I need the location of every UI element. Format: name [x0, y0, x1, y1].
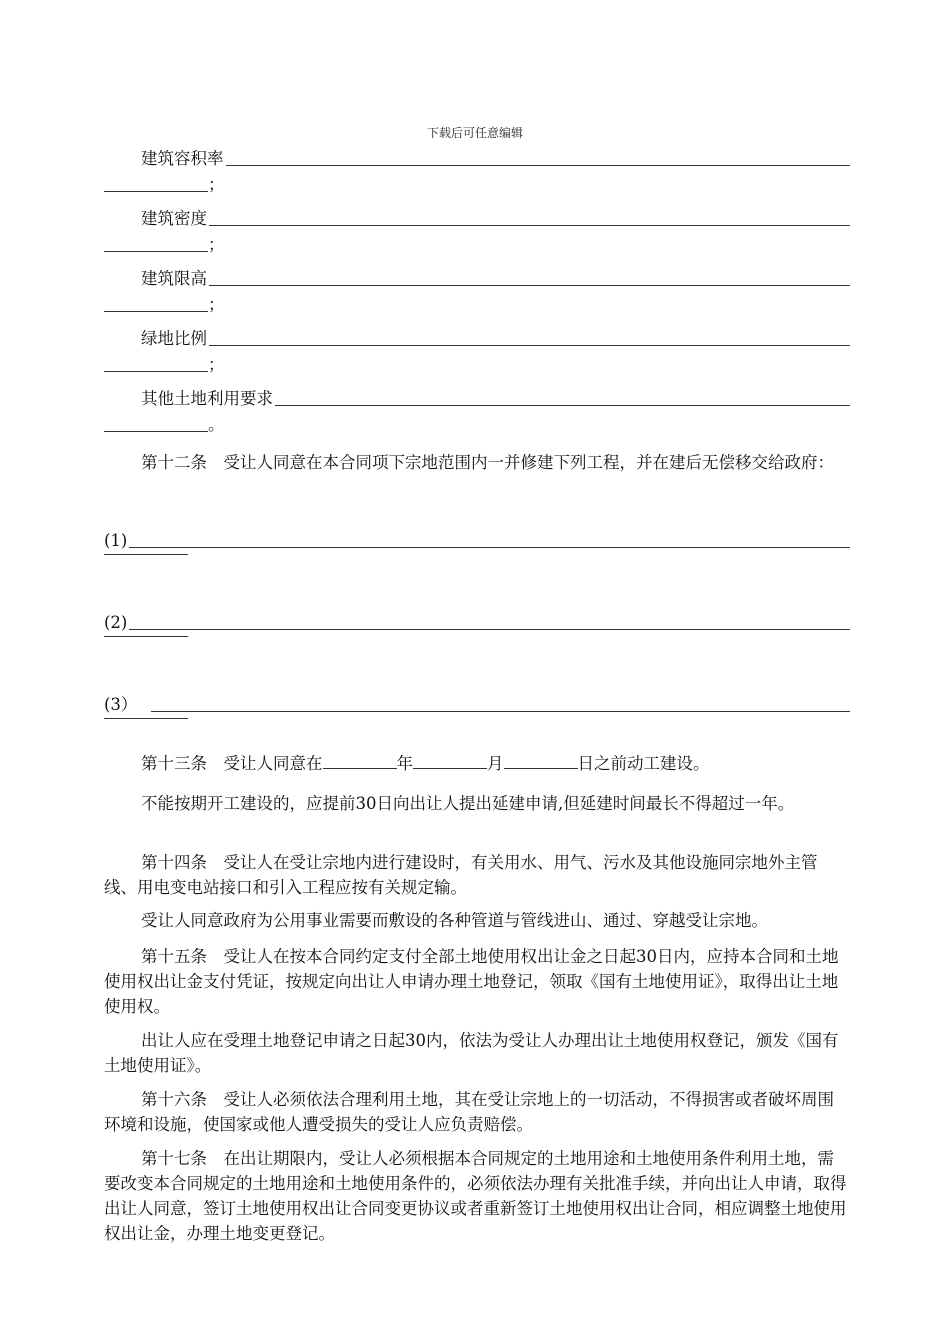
field-end: 。: [208, 415, 225, 434]
item-continuation: [104, 554, 850, 561]
article-16: 第十六条 受让人必须依法合理利用土地，其在受让宗地上的一切活动，不得损害或者破坏周围环境和设施，使国家或他人遭受损失的受让人应负责赔偿。: [104, 1090, 834, 1134]
item-2: [104, 610, 850, 636]
item-continuation: [104, 718, 850, 725]
field-label: 建筑容积率: [141, 149, 224, 168]
item-number: (2): [104, 613, 128, 632]
field-continuation: [104, 412, 850, 438]
field-label: 建筑限高: [141, 269, 207, 288]
blank-line[interactable]: [104, 636, 188, 637]
article-17: 第十七条 在出让期限内，受让人必须根据本合同规定的土地用途和土地使用条件利用土地，需要改变本合同规定的土地用途和土地使用条件的，必须依法办理有关批准手续，并向出让人申请，取得出让人同意，签订土地使用权出让合同变更协议或者重新签订土地使用权出让合同，相应调整土地使用权出让金，办理土地变更登记。: [104, 1149, 847, 1243]
item-continuation: [104, 636, 850, 643]
field-end: ；: [208, 175, 225, 194]
field-continuation: [104, 292, 850, 318]
blank-line[interactable]: [129, 547, 850, 548]
field-other-requirements: [104, 386, 850, 412]
blank-line[interactable]: [151, 711, 850, 712]
blank-line[interactable]: [104, 554, 188, 555]
field-end: ；: [208, 355, 225, 374]
blank-line[interactable]: [104, 191, 208, 192]
blank-line[interactable]: [104, 718, 188, 719]
blank-line[interactable]: [209, 345, 850, 346]
paragraph-registration: 出让人应在受理土地登记申请之日起30内，依法为受让人办理出让土地使用权登记，颁发《国有土地使用证》。: [104, 1031, 839, 1075]
blank-line[interactable]: [104, 311, 208, 312]
month-label: 月: [487, 754, 504, 773]
field-label: 绿地比例: [141, 329, 207, 348]
field-continuation: [104, 172, 850, 198]
blank-line[interactable]: [129, 629, 850, 630]
blank-line[interactable]: [209, 225, 850, 226]
field-building-density: [104, 206, 850, 232]
field-continuation: [104, 232, 850, 258]
month-blank[interactable]: [413, 750, 487, 769]
field-end: ；: [208, 295, 225, 314]
article-14: 第十四条 受让人在受让宗地内进行建设时，有关用水、用气、污水及其他设施同宗地外主管线、用电变电站接口和引入工程应按有关规定输。: [104, 853, 818, 897]
article-13: [104, 750, 850, 776]
field-floor-area-ratio: [104, 146, 850, 172]
day-blank[interactable]: [504, 750, 578, 769]
article-15: 第十五条 受让人在按本合同约定支付全部土地使用权出让金之日起30日内，应持本合同和土地使用权出让金支付凭证，按规定向出让人申请办理土地登记，领取《国有土地使用证》，取得出让土地使用权。: [104, 947, 839, 1016]
item-3: [104, 692, 850, 718]
paragraph-pipes: 受让人同意政府为公用事业需要而敷设的各种管道与管线进山、通过、穿越受让宗地。: [141, 911, 768, 930]
field-height-limit: [104, 266, 850, 292]
item-number: (1): [104, 531, 128, 550]
blank-line[interactable]: [104, 431, 208, 432]
field-end: ；: [208, 235, 225, 254]
field-continuation: [104, 352, 850, 378]
blank-line[interactable]: [275, 405, 850, 406]
item-1: [104, 528, 850, 554]
year-label: 年: [396, 754, 413, 773]
field-label: 建筑密度: [141, 209, 207, 228]
blank-line[interactable]: [226, 165, 851, 166]
article-12: 第十二条 受让人同意在本合同项下宗地范围内一并修建下列工程，并在建后无偿移交给政府：: [141, 453, 834, 472]
item-number: (3）: [104, 695, 138, 714]
page-header: 下载后可任意编辑: [426, 126, 523, 140]
field-green-ratio: [104, 326, 850, 352]
field-label: 其他土地利用要求: [141, 389, 273, 408]
blank-line[interactable]: [104, 371, 208, 372]
year-blank[interactable]: [323, 750, 397, 769]
paragraph-delay: 不能按期开工建设的，应提前30日向出让人提出延建申请,但延建时间最长不得超过一年。: [141, 794, 795, 813]
blank-line[interactable]: [209, 285, 850, 286]
day-label: 日之前动工建设。: [577, 754, 710, 773]
article-13-text: 第十三条 受让人同意在: [141, 754, 323, 773]
blank-line[interactable]: [104, 251, 208, 252]
